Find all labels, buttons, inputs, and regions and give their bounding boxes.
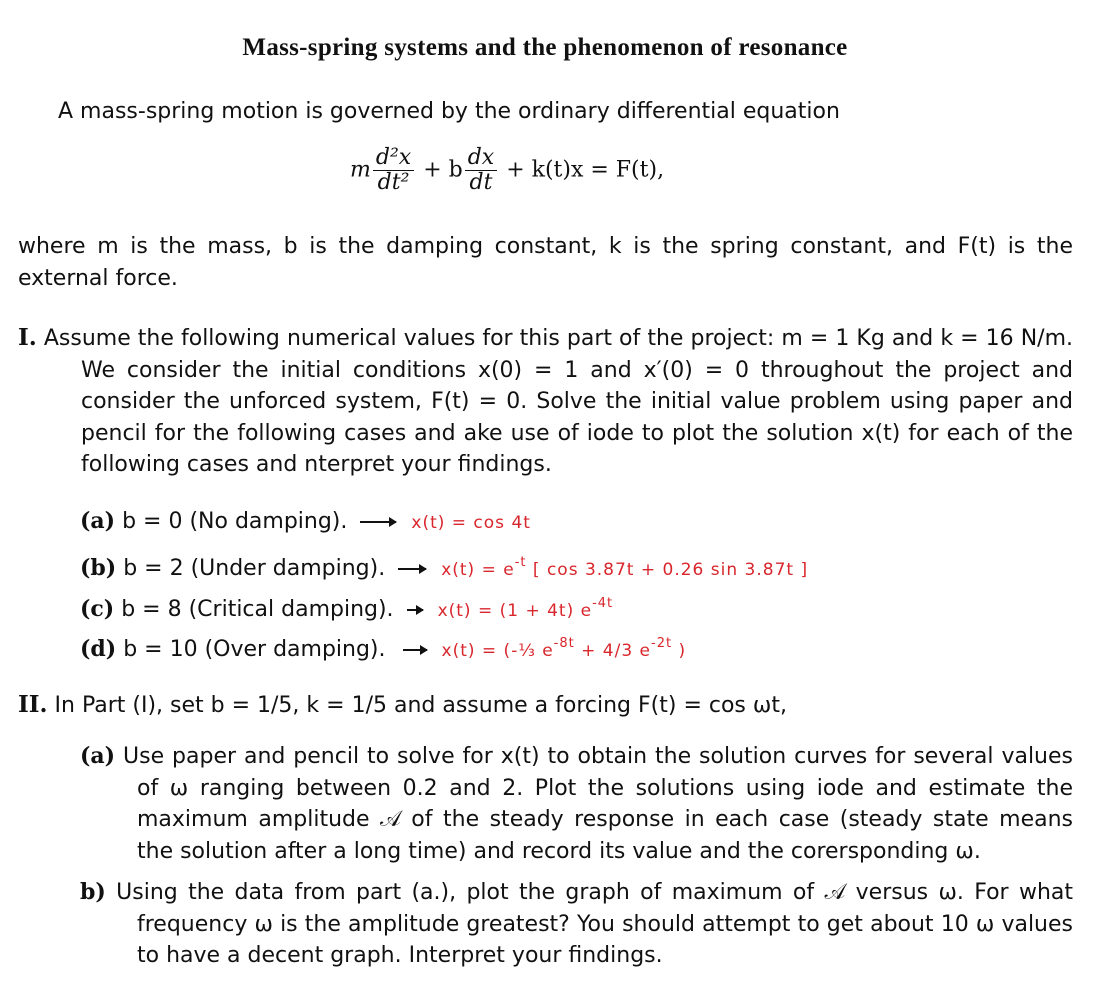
governing-equation: m $\frac{\text{d²x}}{\text{dt²}}$ + b $\frac{dx}{dt}$ + k(t)x = F(t), <box>350 145 665 195</box>
part-2-heading: II. In Part (I), set b = 1/5, k = 1/5 and assume a forcing F(t) = cos ωt, <box>18 691 787 718</box>
intro-text: A mass-spring motion is governed by the ordinary differential equation <box>58 99 840 124</box>
page-title: Mass-spring systems and the phenomenon of resonance <box>242 34 848 61</box>
handwritten-note-d: x(t) = (-⅓ $e^{-8t} + 4/3$ $e^{-2t}$ ) <box>441 636 687 661</box>
where-text: where m is the mass, b is the damping constant, k is the spring constant, and F(t) is the external force. <box>18 234 1073 291</box>
handwritten-note-c: x(t) = (1 + 4t) $e^{-4t}$ <box>437 596 614 621</box>
handwritten-note-b: $x(t) = e^{-t}$ [ cos 3.87t + 0.26 sin 3.87t ] <box>441 555 809 580</box>
case-a: (a) b = 0 (No damping). x(t) = cos 4t <box>80 508 531 534</box>
arrow-icon <box>398 568 426 570</box>
arrow-icon <box>407 609 423 611</box>
part-1-block <box>18 322 1073 481</box>
part-2b: b) Using the data from part (a.), plot the graph of maximum of 𝒜 versus ω. For what frequency ω is the amplitude greatest? You should attempt to get about 10 ω values to have a decent graph. Interpret your findings. <box>80 879 1073 968</box>
part-1-label: I. <box>18 324 37 351</box>
case-b: (b) b = 2 (Under damping). $x(t) = e^{-t}$ [ cos 3.87t + 0.26 sin 3.87t ] <box>80 555 809 581</box>
part-2a: (a) Use paper and pencil to solve for x(t) to obtain the solution curves for several values of ω ranging between 0.2 and 2. Plot the solutions using iode and estimate the maximum amplitude 𝒜 of the steady response in each case (steady state means the solution after a long time) and record its value and the corersponding ω. <box>80 743 1073 864</box>
case-c: (c) b = 8 (Critical damping). x(t) = (1 + 4t) $e^{-4t}$ <box>80 596 614 622</box>
arrow-icon <box>403 649 427 651</box>
part-1-text: Assume the following numerical values for this part of the project: m = 1 Kg and k = 16 N/m. We consider the initial conditions x(0) = 1 and x′(0) = 0 throughout the project and consider the unforced system, F(t) = 0. Solve the initial value problem using paper and pencil for the following cases and ake use of iode to plot the solution x(t) for each of the following cases and nterpret your findings. <box>43 326 1073 477</box>
handwritten-note-a: x(t) = cos 4t <box>411 513 531 533</box>
arrow-icon <box>360 521 396 523</box>
case-d: (d) b = 10 (Over damping). x(t) = (-⅓ $e^{-8t} + 4/3$ $e^{-2t}$ ) <box>80 636 687 662</box>
